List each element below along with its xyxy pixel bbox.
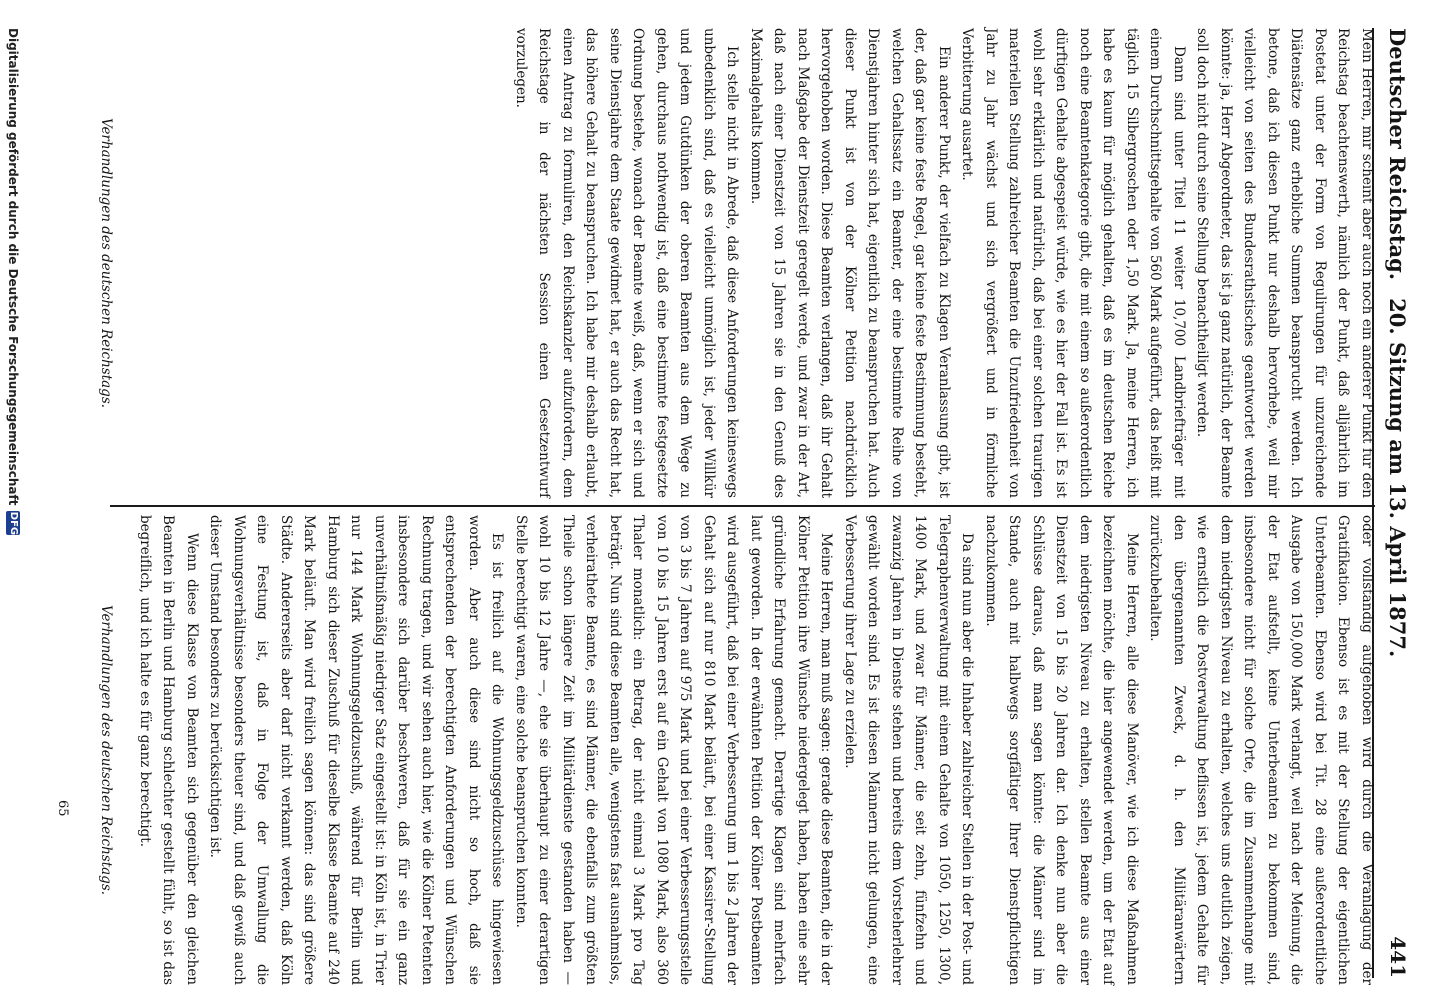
- running-head: [1378, 28, 1418, 978]
- right-column-footer: Verhandlungen des deutschen Reichstags.: [98, 604, 114, 896]
- paragraph: Ich stelle nicht in Abrede, daß diese Anforderungen keineswegs unbedenklich sind, daß es vielleicht unmöglich ist, jeder Willkür und jedem Gutdünken der oberen Beamten aus dem Wege zu gehen, durchaus nothwendig ist, daß eine bestimmte festgesetzte Ordnung bestehe, wonach der Beamte weiß, daß, wenn er sich und seine Dienstjahre dem Staate gewidmet hat, er auch das Recht hat, das höhere Gehalt zu beanspruchen. Ich habe mir deshalb erlaubt, einen Antrag zu formuliren, den Reichskanzler aufzufordern, dem Reichstage in der nächsten Session einen Gesetzentwurf vorzulegen.: [513, 28, 741, 498]
- digitization-text: Digitalisierung gefördert durch die Deutsche Forschungsgemeinschaft: [6, 28, 20, 506]
- right-text-column: [108, 515, 1378, 985]
- dfg-logo: DFG: [8, 511, 19, 536]
- left-column-footer: Verhandlungen des deutschen Reichstags.: [98, 117, 114, 409]
- paragraph: Meine Herren, man muß sagen: gerade diese Beamten, die in der Kölner Petition ihre Wünsche niedergelegt haben, haben eine sehr gründliche Erfahrung gemacht. Derartige Klagen sind mehrfach laut geworden. In der erwähnten Petition der Kölner Postbeamten wird ausgeführt, daß bei einer Verbesserung um 1 bis 2 Jahren der Gehalt sich auf nur 810 Mark beläuft, bei einer Kassirer-Stellung von 3 bis 7 Jahren auf 975 Mark und bei einer Verbesserungsstelle von 10 bis 15 Jahren erst auf ein Gehalt von 1080 Mark, also 360 Thaler monatlich: ein Betrag, der nicht einmal 3 Mark pro Tag beträgt. Nun sind diese Beamten alle, wenigstens fast ausnahmslos, verheirathete Beamte, es sind Männer, die ebenfalls zum größten Theile schon längere Zeit im Militärdienste gestanden haben — wohl 10 bis 12 Jahre —, ehe sie überhaupt zu einer derartigen Stelle berechtigt waren, eine solche beanspruchen konnten.: [513, 515, 835, 985]
- paragraph: oder vollständig aufgehoben wird durch die Veranlagung der Gratifikation. Ebenso ist es mit der Stellung der eigentlichen Unterbeamten. Ebenso wird bei Tit. 28 eine außerordentliche Ausgabe von 150,000 Mark verlangt, weil nach der Meinung, die der Etat aufstellt, keine Unterbeamten zu bekommen sind, insbesondere nicht für solche Orte, die im Zusammenhange mit dem niedrigsten Niveau zu erhalten, welches uns deutlich zeigen, wie ernstlich die Postverwaltung beflissen ist, jedem Gehalte für den übergenannten Zweck, d. h. den Militäranwärtern zurückzubehalten.: [1147, 515, 1375, 985]
- paragraph: Dann sind unter Titel 11 weiter 10,700 Landbriefträger mit einem Durchschnittsgehalte von 560 Mark aufgeführt, das heißt mit täglich 15 Silbergroschen oder 1,50 Mark. Ja, meine Herren, ich habe es kaum für möglich gehalten, daß es im deutschen Reiche noch eine Beamtenkategorie gibt, die mit einem so außerordentlich dürftigen Gehalte abgespeist würde, wie es hier der Fall ist. Es ist wohl sehr erklärlich und natürlich, daß bei einer solchen traurigen materiellen Stellung zahlreicher Beamten die Unzufriedenheit von Jahr zu Jahr wächst und sich vergrößert und in förmliche Verbitterung ausartet.: [959, 28, 1187, 498]
- paragraph: Es ist freilich auf die Wohnungsgeldzuschüsse hingewiesen worden. Aber auch diese sind nicht so hoch, daß sie entsprechenden der berechtigten Anforderungen und Wünschen Rechnung tragen, und wir sehen auch hier, wie die Kölner Petenten insbesondere sich darüber beschweren, daß für sie ein ganz unverhältnißmäßig niedriger Satz eingestellt ist: in Köln ist, in Trier nur 144 Mark Wohnungsgeldzuschuß, während für Berlin und Hamburg sich dieser Zuschuß für dieselbe Klasse Beamte auf 240 Mark beläuft. Man wird freilich sagen können: das sind größere Städte. Andererseits aber darf nicht verkannt werden, daß Köln eine Festung ist, daß in Folge der Umwallung die Wohnungsverhältnisse besonders theuer sind, und daß gewiß auch dieser Umstand besonders zu berücksichtigen ist.: [207, 515, 506, 985]
- column-divider: [110, 505, 1375, 507]
- signature-mark: 65: [55, 800, 70, 817]
- journal-title: Deutscher Reichstag.: [1385, 28, 1411, 281]
- left-text-column: [108, 28, 1378, 498]
- paragraph: Da sind nun aber die Inhaber zahlreicher Stellen in der Post- und Telegraphenverwaltung mit einem Gehalte von 1050, 1250, 1300, 1400 Mark, und zwar für Männer, die seit zehn, fünfzehn und zwanzig Jahren in Dienste stehen und bereits dem Vorsteherlehrer gewählt worden sind. Es ist diesen Männern nicht gelungen, eine Verbesserung ihrer Lage zu erzielen.: [842, 515, 976, 985]
- page-number: 441: [1386, 936, 1410, 978]
- paragraph: Ein anderer Punkt, der vielfach zu Klagen Veranlassung gibt, ist der, daß gar keine feste Regel, gar keine feste Bestimmung besteht, welchen Gehaltssatz ein Beamter, der eine bestimmte Reihe von Dienstjahren hinter sich hat, eigentlich zu beanspruchen hat. Auch dieser Punkt ist von der Kölner Petition nachdrücklich hervorgehoben worden. Diese Beamten verlangen, daß ihr Gehalt nach Maßgabe der Dienstzeit geregelt werde, und zwar in der Art, daß nach einer Dienstzeit von 15 Jahren sie in den Genuß des Maximalgehalts kommen.: [748, 28, 952, 498]
- session-date: 20. Sitzung am 13. April 1877.: [1385, 298, 1411, 658]
- paragraph: Mein Herren, mir scheint aber auch noch ein anderer Punkt für den Reichstag beachtenswerth, nämlich der Punkt, daß alljährlich im Postetat unter der Form von Regulirungen für unzureichende Diätensätze ganz erhebliche Summen beansprucht werden. Ich betone, daß ich diesen Punkt nur deshalb hervorhebe, weil mir vielleicht von seiten des Bundesrathstisches geantwortet werden könnte: ja, Herr Abgeordneter, das ist ja ganz natürlich, der Beamte soll doch nicht durch seine Stellung benachtheiligt werden.: [1194, 28, 1375, 498]
- digitization-note: [4, 28, 22, 978]
- paragraph: Meine Herren, alle diese Manöver, wie ich diese Maßnahmen bezeichnen möchte, die hier angewendet werden, um der Etat auf dem niedrigsten Niveau zu erhalten, stellen Beamte aus einer Dienstzeit von 15 bis 20 Jahren dar. Ich denke nun aber die Schlüsse daraus, daß man sagen könnte: die Männer sind im Stande, auch mit halbwegs sorgfältiger Ihrer Dienstpflichtigen nachzukommen.: [983, 515, 1140, 985]
- paragraph: Wenn diese Klasse von Beamten sich gegenüber den gleichen Beamten in Berlin und Hamburg schlechter gestellt fühlt, so ist das begreiflich, und ich halte es für ganz berechtigt.: [137, 515, 200, 985]
